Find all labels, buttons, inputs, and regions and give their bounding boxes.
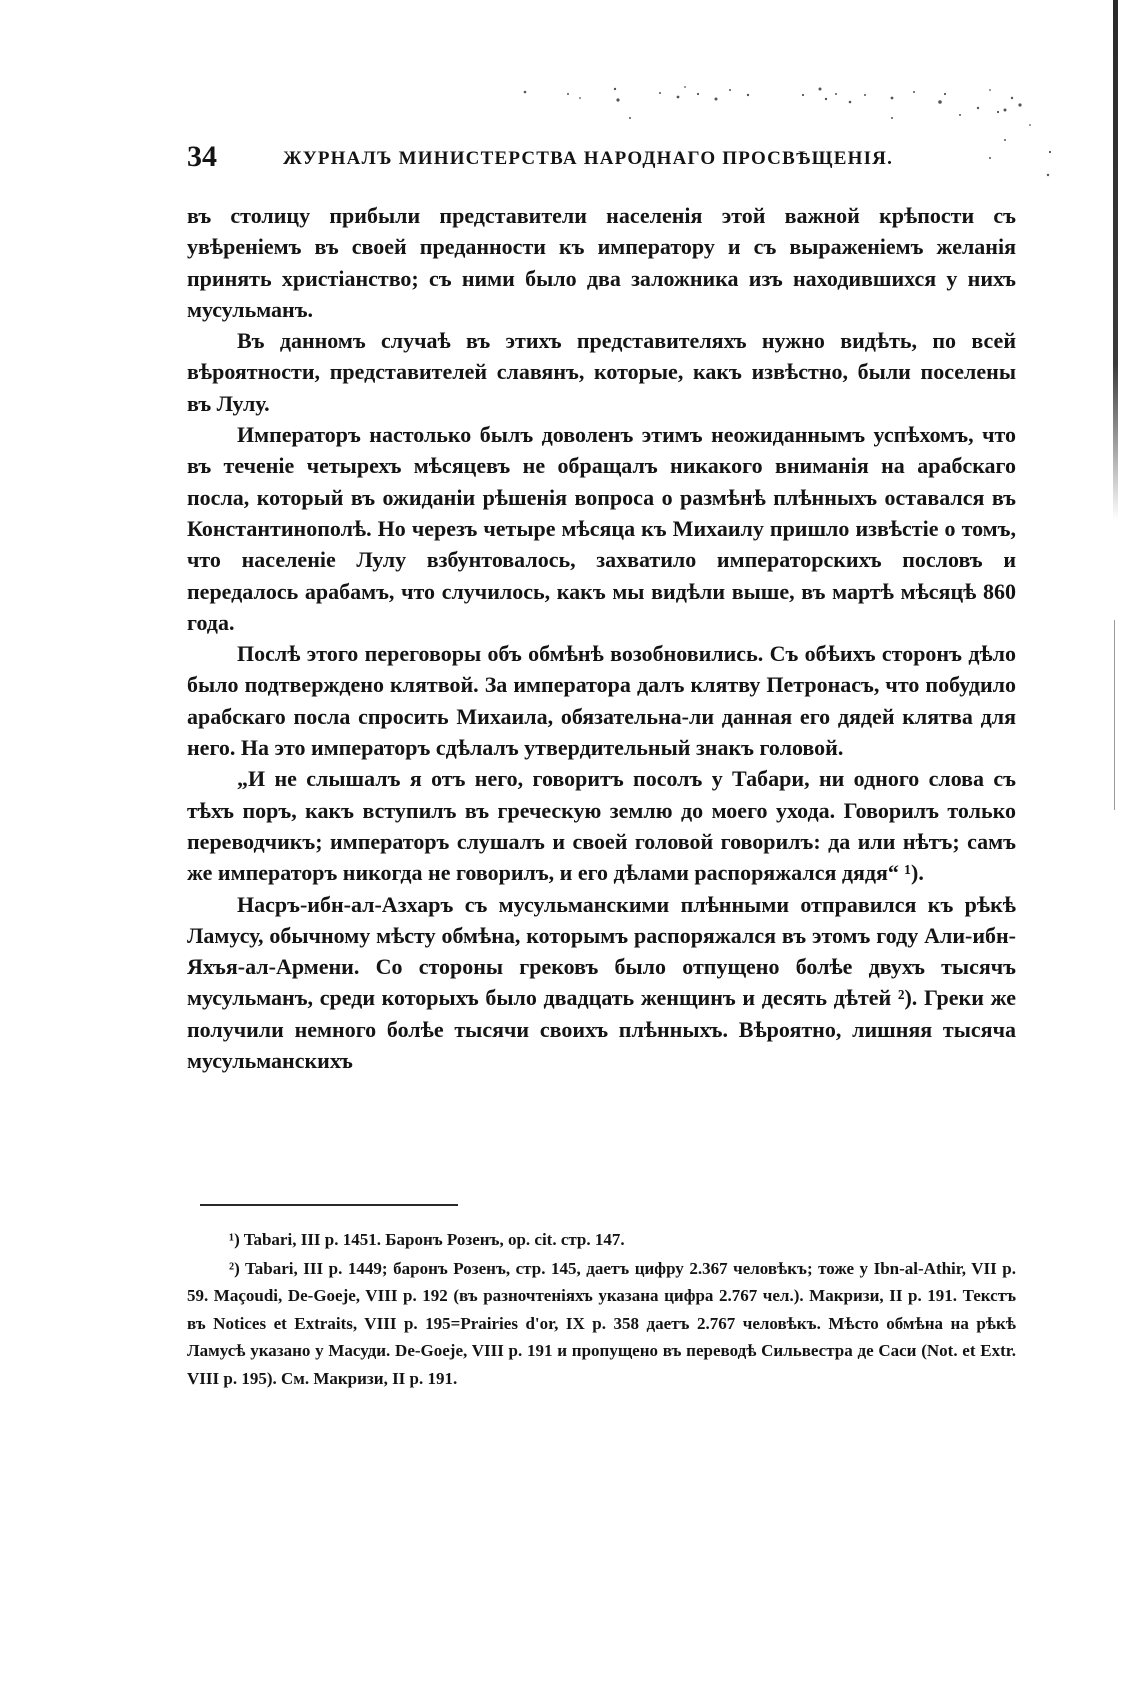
- footnote-separator: [200, 1204, 458, 1206]
- scan-edge-line-faint: [1114, 620, 1115, 810]
- running-head: ЖУРНАЛЪ МИНИСТЕРСТВА НАРОДНАГО ПРОСВѢЩЕНІЯ.: [283, 148, 894, 169]
- paragraph-3: Императоръ настолько былъ доволенъ этимъ неожиданнымъ успѣхомъ, что въ теченіе четырехъ мѣсяцевъ не обращалъ никакого вниманія на арабскаго посла, который въ ожиданіи рѣшенія вопроса о размѣнѣ плѣнныхъ оставался въ Константинополѣ. Но черезъ четыре мѣсяца къ Михаилу пришло извѣстіе о томъ, что населеніе Лулу взбунтовалось, захватило императорскихъ пословъ и передалось арабамъ, что случилось, какъ мы видѣли выше, въ мартѣ мѣсяцѣ 860 года.: [187, 422, 1016, 635]
- paragraph-2: Въ данномъ случаѣ въ этихъ представителяхъ нужно видѣть, по всей вѣроятности, представителей славянъ, которые, какъ извѣстно, были поселены въ Лулу.: [187, 328, 1016, 416]
- paragraph-4: Послѣ этого переговоры объ обмѣнѣ возобновились. Съ обѣихъ сторонъ дѣло было подтверждено клятвой. За императора далъ клятву Петронасъ, что побудило арабскаго посла спросить Михаила, обязательна-ли данная его дядей клятва для него. На это императоръ сдѣлалъ утвердительный знакъ головой.: [187, 641, 1016, 761]
- footnotes: [187, 1226, 1016, 1392]
- paragraph-6: Насръ-ибн-ал-Азхаръ съ мусульманскими плѣнными отправился къ рѣкѣ Ламусу, обычному мѣсту обмѣна, которымъ распоряжался въ этомъ году Али-ибн-Яхъя-ал-Армени. Со стороны грековъ было отпущено болѣе двухъ тысячъ мусульманъ, среди которыхъ было двадцать женщинъ и десять дѣтей ²). Греки же получили немного болѣе тысячи своихъ плѣнныхъ. Вѣроятно, лишняя тысяча мусульманскихъ: [187, 891, 1016, 1074]
- body-text: [187, 200, 1016, 1076]
- page-header: [187, 140, 987, 180]
- paragraph-5: „И не слышалъ я отъ него, говоритъ посолъ у Табари, ни одного слова съ тѣхъ поръ, какъ вступилъ въ греческую землю до моего ухода. Говорилъ только переводчикъ; императоръ слушалъ и своей головой говорилъ: да или нѣтъ; самъ же императоръ никогда не говорилъ, и его дѣлами распоряжался дядя“ ¹).: [187, 766, 1016, 886]
- scan-edge-line: [1113, 0, 1118, 520]
- footnote-2: ²) Tabari, III p. 1449; баронъ Розенъ, стр. 145, даетъ цифру 2.367 человѣкъ; тоже у Ibn-al-Athir, VII p. 59. Maçoudi, De-Goeje, VIII p. 192 (въ разночтеніяхъ указана цифра 2.767 чел.). Макризи, II p. 191. Текстъ въ Notices et Extraits, VIII p. 195=Prairies d'or, IX p. 358 даетъ 2.767 человѣкъ. Мѣсто обмѣна на рѣкѣ Ламусѣ указано у Масуди. De-Goeje, VIII p. 191 и пропущено въ переводѣ Сильвестра де Саси (Not. et Extr. VIII p. 195). См. Макризи, II p. 191.: [187, 1258, 1016, 1388]
- paragraph-1: въ столицу прибыли представители населенія этой важной крѣпости съ увѣреніемъ въ своей преданности къ императору и съ выраженіемъ желанія принять христіанство; съ ними было два заложника изъ находившихся у нихъ мусульманъ.: [187, 203, 1016, 322]
- footnote-1: ¹) Tabari, III p. 1451. Баронъ Розенъ, op. cit. стр. 147.: [229, 1230, 625, 1249]
- page-number: 34: [187, 140, 217, 173]
